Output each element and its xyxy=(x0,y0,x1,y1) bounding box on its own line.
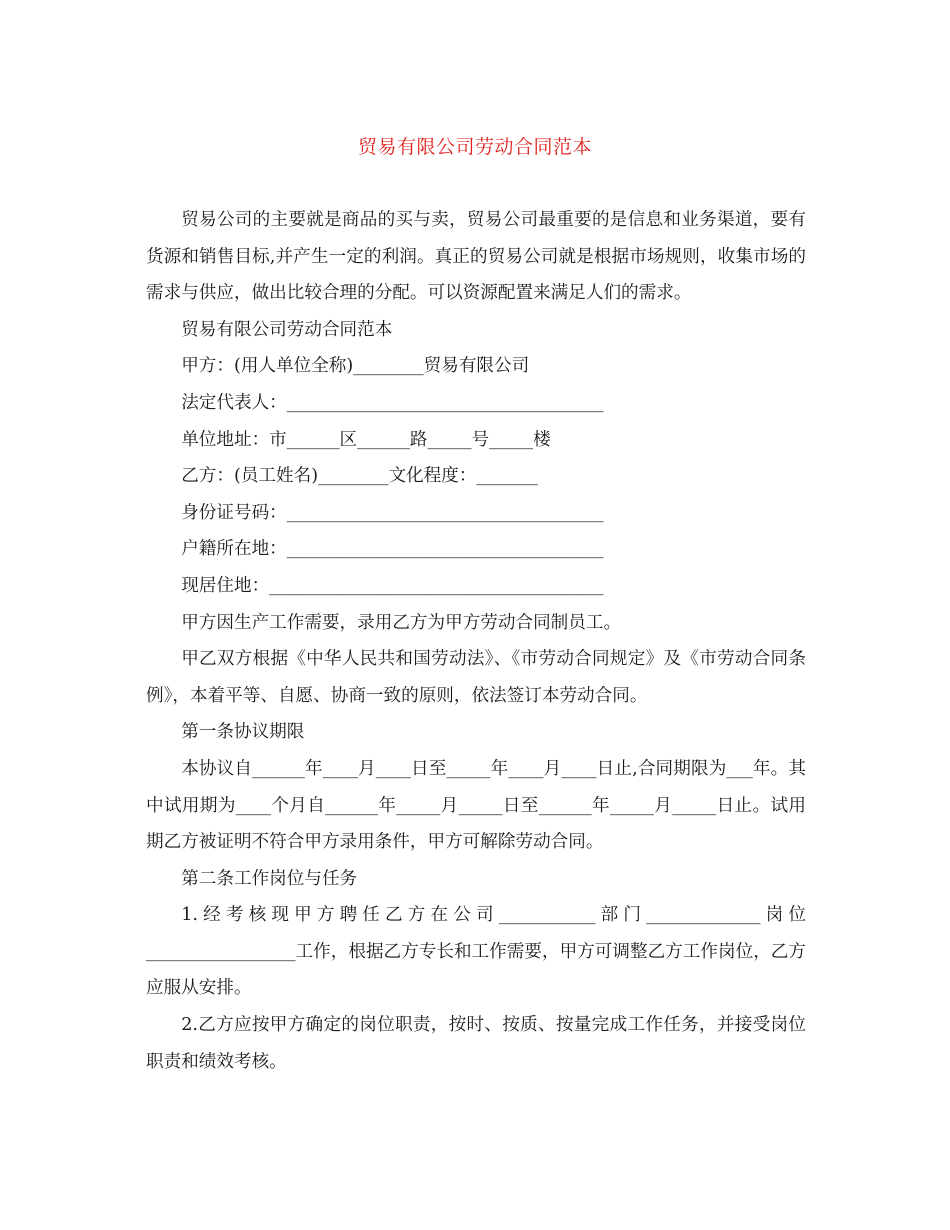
party-a-line: 甲方：(用人单位全称)________贸易有限公司 xyxy=(181,356,530,377)
article-2-item-1: 1.经考核现甲方聘任乙方在公司___________部门_____________岗位_________________工作，根据乙方专长和工作需要，甲方可调整乙方工作岗位，乙方应服从安排。 xyxy=(146,905,806,999)
legal-basis-paragraph: 甲乙双方根据《中华人民共和国劳动法》、《市劳动合同规定》及《市劳动合同条例》，本着平等、自愿、协商一致的原则，依法签订本劳动合同。 xyxy=(146,649,806,706)
article-2-item-2: 2.乙方应按甲方确定的岗位职责，按时、按质、按量完成工作任务，并接受岗位职责和绩效考核。 xyxy=(146,1015,806,1072)
intro-paragraph: 贸易公司的主要就是商品的买与卖，贸易公司最重要的是信息和业务渠道，要有货源和销售目标,并产生一定的利润。真正的贸易公司就是根据市场规则，收集市场的需求与供应，做出比较合理的分配。可以资源配置来满足人们的需求。 xyxy=(146,210,806,304)
article-1-body: 本协议自______年____月____日至_____年____月____日止,合同期限为___年。其中试用期为____个月自______年_____月_____日至______年_____月_____日止。试用期乙方被证明不符合甲方录用条件，甲方可解除劳动合同。 xyxy=(146,758,806,853)
document-body xyxy=(146,202,806,1080)
id-number-line: 身份证号码：____________________________________ xyxy=(181,502,604,523)
legal-rep-line: 法定代表人：____________________________________ xyxy=(181,392,604,413)
current-residence-line: 现居住地：______________________________________ xyxy=(181,575,604,596)
article-1-heading: 第一条协议期限 xyxy=(181,722,305,743)
contract-heading: 贸易有限公司劳动合同范本 xyxy=(181,319,393,340)
company-address-line: 单位地址：市______区______路_____号_____楼 xyxy=(181,429,551,450)
document-title: 贸易有限公司劳动合同范本 xyxy=(357,136,592,158)
party-b-line: 乙方：(员工姓名)________文化程度：_______ xyxy=(181,466,538,487)
article-2-heading: 第二条工作岗位与任务 xyxy=(181,868,358,889)
employment-statement: 甲方因生产工作需要，录用乙方为甲方劳动合同制员工。 xyxy=(181,612,622,633)
household-registration-line: 户籍所在地：____________________________________ xyxy=(181,539,604,560)
